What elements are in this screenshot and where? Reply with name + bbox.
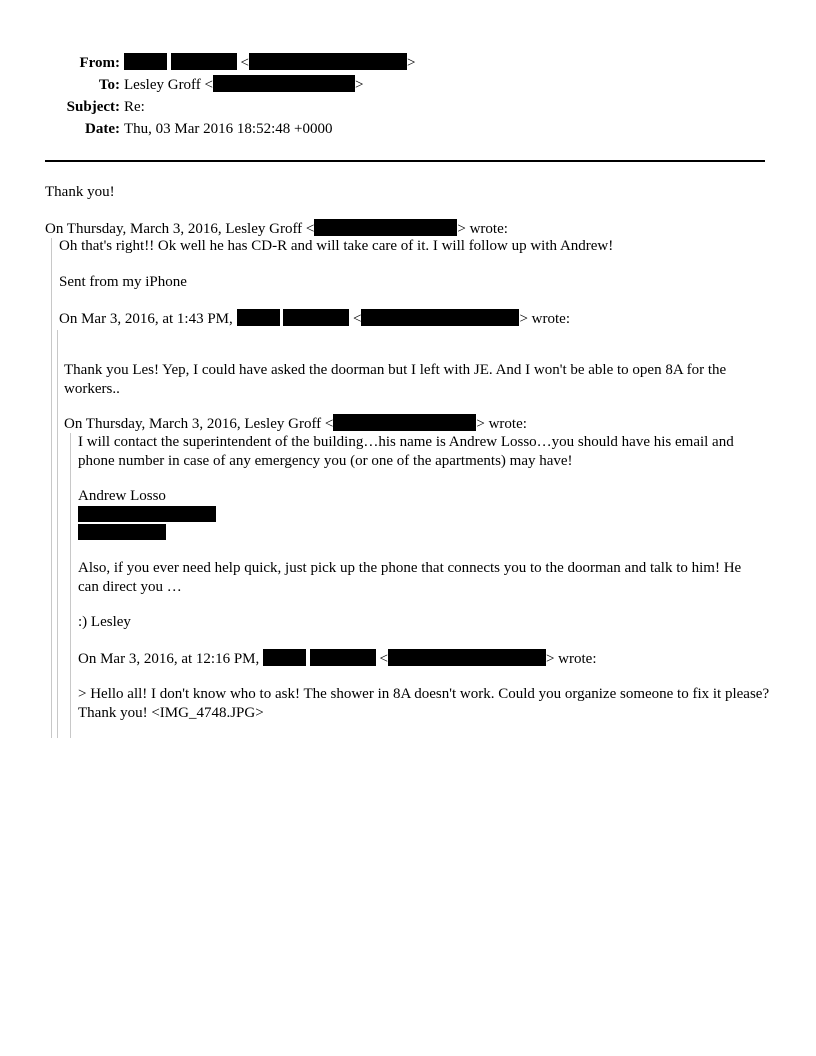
quote-bar-level-1 (51, 238, 52, 738)
redacted-lesley-email-2 (333, 414, 476, 431)
date-value: Thu, 03 Mar 2016 18:52:48 +0000 (124, 121, 333, 137)
quote-bar-level-3 (70, 433, 71, 738)
header-from-row (0, 53, 816, 73)
redacted-lesley-email (314, 219, 457, 236)
attribution-2-prefix: On Mar 3, 2016, at 1:43 PM, (59, 311, 233, 327)
redacted-sender-email-2 (361, 309, 519, 326)
quote-3-contact-name: Andrew Losso (78, 488, 166, 504)
quote-attribution-2 (59, 309, 570, 329)
attribution-4-prefix: On Mar 3, 2016, at 12:16 PM, (78, 651, 260, 667)
attribution-3-suffix: > wrote: (476, 416, 527, 432)
quote-attribution-3 (64, 414, 527, 434)
attribution-2-lt: < (353, 311, 362, 327)
quote-2-text: Thank you Les! Yep, I could have asked the doorman but I left with JE. And I won't be able to open 8A for the workers.. (64, 362, 727, 397)
redacted-sender-last-name-3 (310, 649, 376, 666)
to-label: To: (98, 77, 120, 93)
to-value (124, 75, 363, 95)
quote-attribution-4 (78, 649, 597, 669)
to-gt: > (355, 77, 364, 93)
redacted-contact-email (78, 506, 216, 522)
header-date-row (0, 119, 816, 139)
header-subject-row (0, 97, 816, 117)
to-name: Lesley Groff (124, 77, 201, 93)
redacted-sender-first-name-3 (263, 649, 306, 666)
attribution-1-prefix: On Thursday, March 3, 2016, Lesley Groff < (45, 221, 315, 237)
quote-3-help-text: Also, if you ever need help quick, just pick up the phone that connects you to the doorman and talk to him! He can direct you … (78, 560, 742, 595)
redacted-sender-last-name (171, 53, 237, 70)
attribution-3-prefix: On Thursday, March 3, 2016, Lesley Groff < (64, 416, 334, 432)
header-divider (45, 160, 765, 162)
subject-label: Subject: (66, 99, 120, 115)
attribution-2-suffix: > wrote: (519, 311, 570, 327)
attribution-4-suffix: > wrote: (545, 651, 597, 667)
reply-text: Thank you! (45, 184, 115, 200)
from-lt: < (240, 55, 249, 71)
redacted-recipient-email (213, 75, 355, 92)
attribution-1-suffix: > wrote: (457, 221, 508, 237)
quote-3-signature: :) Lesley (78, 614, 131, 630)
quote-3-text: I will contact the superintendent of the building…his name is Andrew Losso…you should have his email and phone number in case of any emergency you (or one of the apartments) may have! (78, 434, 734, 469)
quote-1-text: Oh that's right!! Ok well he has CD-R and will take care of it. I will follow up with Andrew! (59, 238, 614, 254)
redacted-sender-last-name-2 (283, 309, 349, 326)
from-gt: > (406, 55, 416, 71)
from-label: From: (79, 55, 120, 71)
redacted-contact-phone (78, 524, 166, 540)
redacted-sender-email (249, 53, 407, 70)
attribution-4-lt: < (379, 651, 388, 667)
from-value (124, 53, 415, 73)
header-to-row (0, 75, 816, 95)
date-label: Date: (85, 121, 120, 137)
quote-4-text: > Hello all! I don't know who to ask! The shower in 8A doesn't work. Could you organize someone to fix it please? Thank you! <IMG_4748.JPG> (78, 686, 770, 721)
redacted-sender-first-name-2 (237, 309, 280, 326)
redacted-sender-email-3 (388, 649, 546, 666)
subject-value: Re: (124, 99, 145, 115)
redacted-sender-first-name (124, 53, 167, 70)
quote-attribution-1 (45, 219, 508, 239)
to-lt: < (204, 77, 213, 93)
quote-bar-level-2 (57, 330, 58, 738)
quote-1-sent-from: Sent from my iPhone (59, 274, 187, 290)
